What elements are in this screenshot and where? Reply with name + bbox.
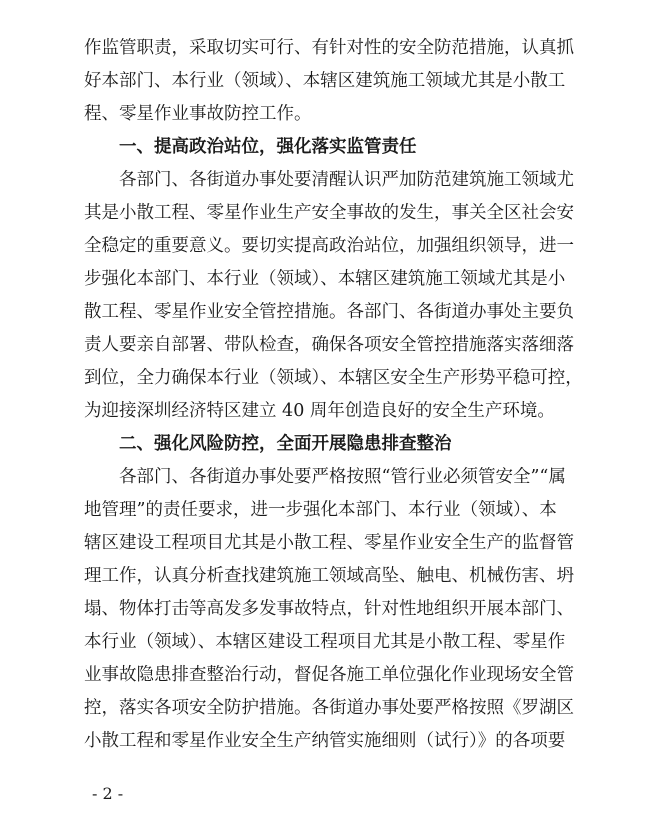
text-line: 本行业（领域）、本辖区建设工程项目尤其是小散工程、零星作	[84, 632, 566, 652]
text-line: 辖区建设工程项目尤其是小散工程、零星作业安全生产的监督管	[84, 533, 574, 553]
text-line: 各部门、各街道办事处要清醒认识严加防范建筑施工领域尤	[84, 170, 574, 190]
text-line: 理工作，认真分析查找建筑施工领域高坠、触电、机械伤害、坍	[84, 566, 574, 586]
text-line: 到位，全力确保本行业（领域）、本辖区安全生产形势平稳可控，	[84, 368, 583, 388]
text-line: 控，落实各项安全防护措施。各街道办事处要严格按照《罗湖区	[84, 698, 574, 718]
text-line: 责人要亲自部署、带队检查，确保各项安全管控措施落实落细落	[84, 335, 574, 355]
text-line: 好本部门、本行业（领域）、本辖区建筑施工领域尤其是小散工	[84, 71, 566, 91]
text-line: 小散工程和零星作业安全生产纳管实施细则（试行）》的各项要	[84, 731, 566, 751]
text-line: 各部门、各街道办事处要严格按照“管行业必须管安全”“属	[84, 467, 566, 487]
text-line: 全稳定的重要意义。要切实提高政治站位，加强组织领导，进一	[84, 236, 574, 256]
page-number: - 2 -	[92, 784, 124, 803]
text-line: 地管理”的责任要求，进一步强化本部门、本行业（领域）、本	[84, 500, 557, 520]
section-heading-1: 一、提高政治站位，强化落实监管责任	[84, 137, 417, 157]
document-body	[84, 32, 583, 758]
text-line: 其是小散工程、零星作业生产安全事故的发生，事关全区社会安	[84, 203, 574, 223]
text-line: 为迎接深圳经济特区建立 40 周年创造良好的安全生产环境。	[84, 401, 555, 421]
text-line: 业事故隐患排查整治行动，督促各施工单位强化作业现场安全管	[84, 665, 574, 685]
text-line: 步强化本部门、本行业（领域）、本辖区建筑施工领域尤其是小	[84, 269, 566, 289]
text-line: 作监管职责，采取切实可行、有针对性的安全防范措施，认真抓	[84, 38, 574, 58]
text-line: 程、零星作业事故防控工作。	[84, 104, 312, 124]
text-line: 散工程、零星作业安全管控措施。各部门、各街道办事处主要负	[84, 302, 574, 322]
section-heading-2: 二、强化风险防控，全面开展隐患排查整治	[84, 434, 452, 454]
text-line: 塌、物体打击等高发多发事故特点，针对性地组织开展本部门、	[84, 599, 574, 619]
